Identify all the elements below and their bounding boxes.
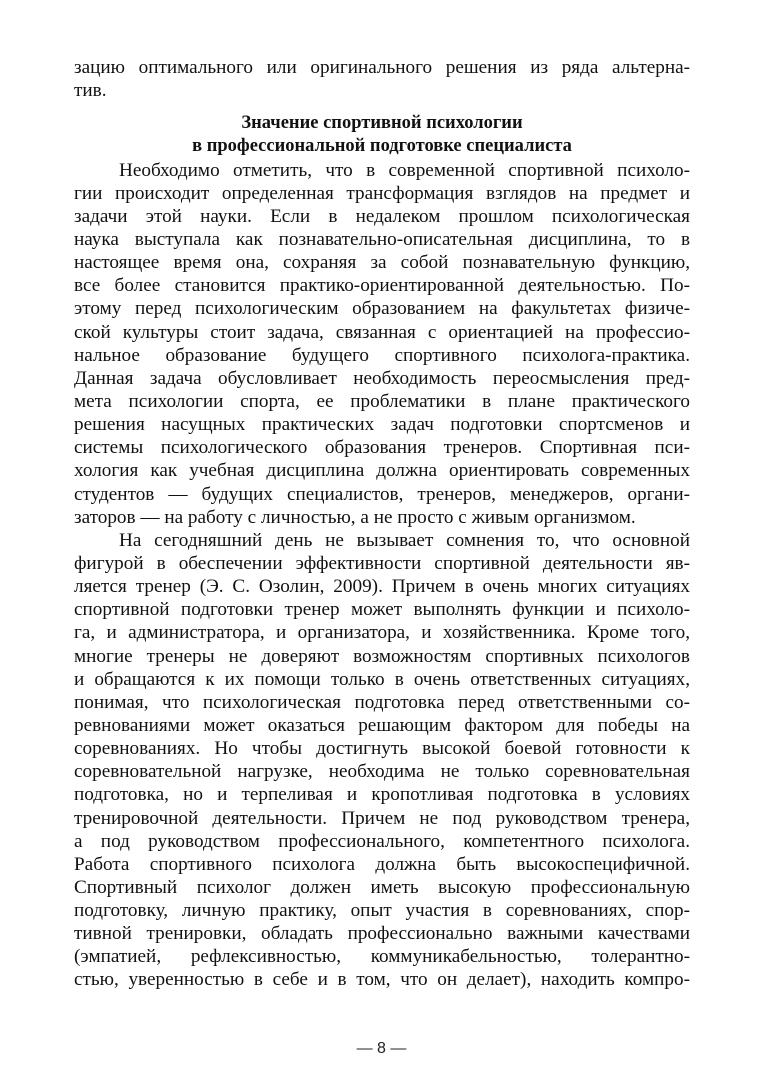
text-line: все более становится практико-ориентированной деятельностью. По- (74, 275, 690, 297)
text-line: Работа спортивного психолога должна быть высокоспецифичной. (74, 853, 690, 875)
text-line: понимая, что психологическая подготовка перед ответственными со- (74, 691, 690, 713)
text-line: подготовка, но и терпеливая и кропотливая подготовка в условиях (74, 784, 690, 806)
text-line: задачи этой науки. Если в недалеком прошлом психологическая (74, 205, 690, 227)
text-line: спортивной подготовки тренер может выполнять функции и психоло- (74, 599, 690, 621)
text-line: га, и администратора, и организатора, и хозяйственника. Кроме того, (74, 622, 690, 644)
text-line: а под руководством профессионального, компетентного психолога. (74, 830, 690, 852)
text-line: системы психологического образования тренеров. Спортивная пси- (74, 437, 690, 459)
text-line: соревновательной нагрузке, необходима не только соревновательная (74, 761, 690, 783)
text-line: многие тренеры не доверяют возможностям спортивных психологов (74, 645, 690, 667)
text-line: ской культуры стоит задача, связанная с ориентацией на профессио- (74, 321, 690, 343)
text-line: На сегодняшний день не вызывает сомнения то, что основной (119, 529, 690, 551)
text-line: решения насущных практических задач подготовки спортсменов и (74, 414, 690, 436)
text-line: зацию оптимального или оригинального решения из ряда альтерна- (74, 57, 690, 78)
text-line: мета психологии спорта, ее проблематики в плане практического (74, 390, 690, 412)
text-line: подготовку, личную практику, опыт участия в соревнованиях, спор- (74, 900, 690, 922)
text-line: ляется тренер (Э. С. Озолин, 2009). Причем в очень многих ситуациях (74, 576, 690, 598)
text-line: стью, уверенностью в себе и в том, что он делает), находить компро- (74, 969, 690, 991)
text-line: Спортивный психолог должен иметь высокую профессиональную (74, 876, 690, 898)
heading-line: Значение спортивной психологии (241, 113, 523, 134)
page-body (74, 56, 690, 992)
text-line: нальное образование будущего спортивного психолога-практика. (74, 344, 690, 366)
text-line: настоящее время она, сохраняя за собой познавательную функцию, (74, 252, 690, 274)
text-line: Данная задача обусловливает необходимость переосмысления пред- (74, 367, 690, 389)
text-line: фигурой в обеспечении эффективности спортивной деятельности яв- (74, 552, 690, 574)
text-line: и обращаются к их помощи только в очень ответственных ситуациях, (74, 668, 690, 690)
text-line: ревнованиями может оказаться решающим фактором для победы на (74, 714, 690, 736)
text-line: тивной тренировки, обладать профессионально важными качествами (74, 923, 690, 945)
text-line: наука выступала как познавательно-описательная дисциплина, то в (74, 228, 690, 250)
top-paragraph (74, 56, 690, 102)
text-line: заторов — на работу с личностью, а не просто с живым организмом. (74, 506, 636, 528)
section-heading (74, 112, 690, 158)
text-line: соревнованиях. Но чтобы достигнуть высокой боевой готовности к (74, 738, 690, 760)
text-line: гии происходит определенная трансформация взглядов на предмет и (74, 182, 690, 204)
text-line: тренировочной деятельности. Причем не под руководством тренера, (74, 807, 690, 829)
text-line: тив. (74, 80, 107, 102)
heading-line: в профессиональной подготовке специалиста (192, 136, 572, 157)
text-line: хология как учебная дисциплина должна ориентировать современных (74, 460, 690, 482)
text-line: Необходимо отметить, что в современной спортивной психоло- (119, 159, 690, 181)
text-line: (эмпатией, рефлексивностью, коммуникабельностью, толерантно- (74, 946, 690, 968)
page-number: — 8 — (356, 1040, 407, 1057)
text-line: студентов — будущих специалистов, тренеров, менеджеров, органи- (74, 483, 690, 505)
text-line: этому перед психологическим образованием на факультетах физиче- (74, 298, 690, 320)
paragraph-2 (74, 529, 690, 992)
paragraph-1 (74, 159, 690, 529)
